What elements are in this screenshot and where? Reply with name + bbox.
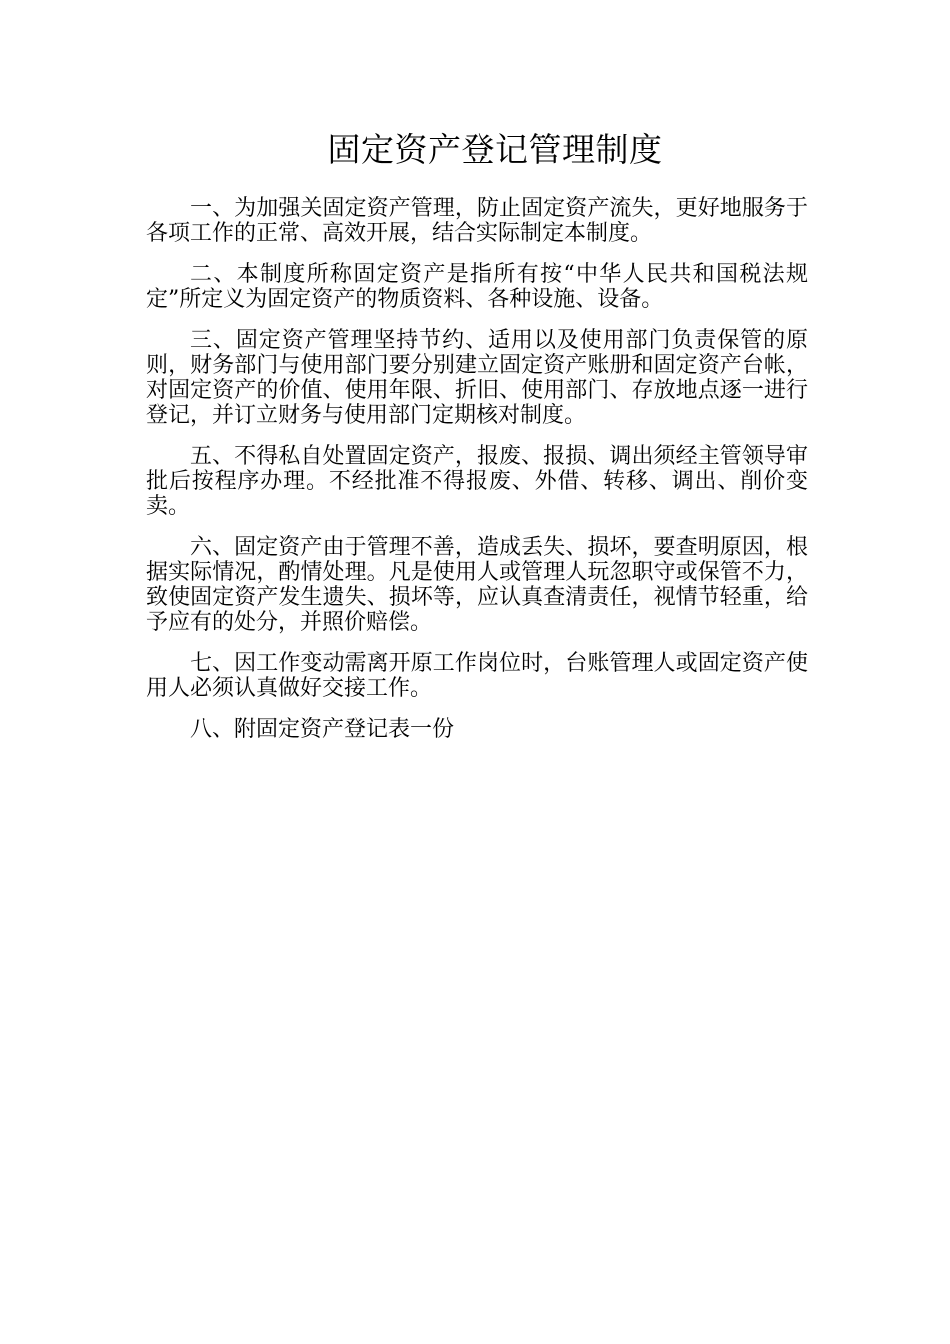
document-body bbox=[146, 196, 808, 758]
paragraph-8: 八、附固定资产登记表一份 bbox=[190, 717, 455, 742]
paragraph-1: 一、为加强关固定资产管理，防止固定资产流失，更好地服务于各项工作的正常、高效开展，结合实际制定本制度。 bbox=[146, 196, 808, 246]
paragraph-6: 六、固定资产由于管理不善，造成丢失、损坏，要查明原因，根据实际情况，酌情处理。凡是使用人或管理人玩忽职守或保管不力，致使固定资产发生遗失、损坏等，应认真查清责任，视情节轻重，给予应有的处分，并照价赔偿。 bbox=[146, 535, 808, 635]
paragraph-5: 五、不得私自处置固定资产，报废、报损、调出须经主管领导审批后按程序办理。不经批准不得报废、外借、转移、调出、削价变卖。 bbox=[146, 444, 808, 519]
paragraph-7: 七、因工作变动需离开原工作岗位时，台账管理人或固定资产使用人必须认真做好交接工作。 bbox=[146, 651, 808, 701]
paragraph-2: 二、本制度所称固定资产是指所有按“中华人民共和国税法规定”所定义为固定资产的物质资料、各种设施、设备。 bbox=[146, 262, 808, 312]
paragraph-3: 三、固定资产管理坚持节约、适用以及使用部门负责保管的原则，财务部门与使用部门要分别建立固定资产账册和固定资产台帐，对固定资产的价值、使用年限、折旧、使用部门、存放地点逐一进行登记，并订立财务与使用部门定期核对制度。 bbox=[146, 328, 808, 428]
document-title: 固定资产登记管理制度 bbox=[327, 130, 663, 169]
